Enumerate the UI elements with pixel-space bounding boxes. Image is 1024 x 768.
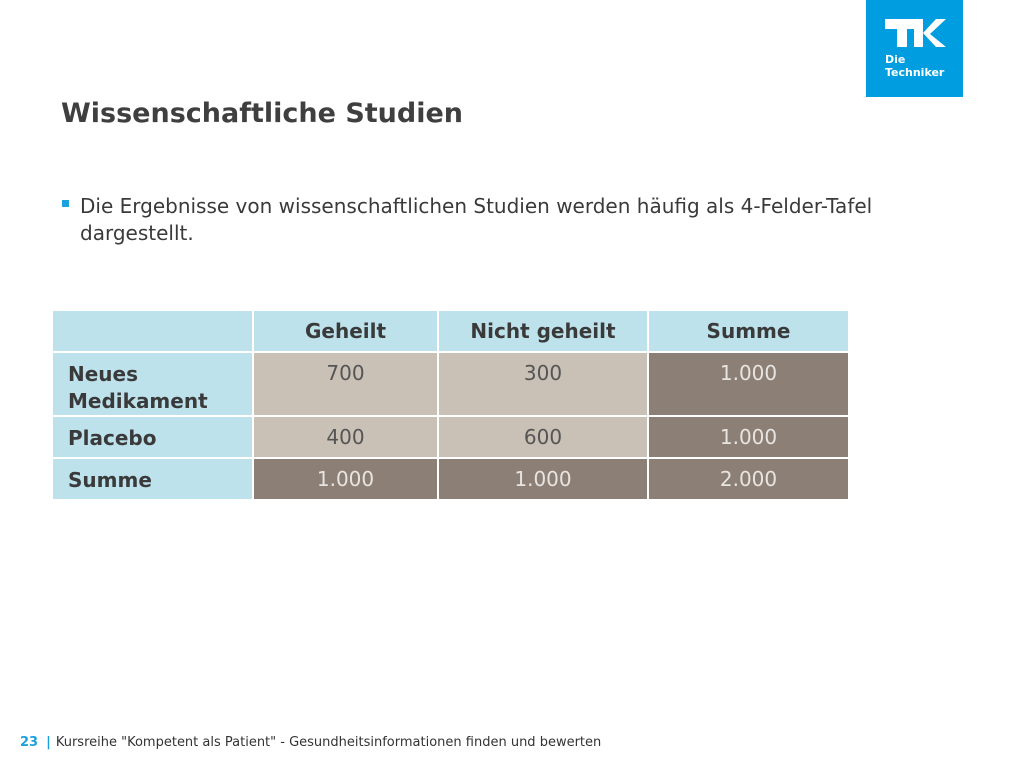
table-row (52, 458, 849, 500)
table-cell: 1.000 (648, 352, 849, 416)
footer-text: Kursreihe "Kompetent als Patient" - Gesundheitsinformationen finden und bewerten (55, 735, 602, 750)
table-header-summe: Summe (648, 310, 849, 352)
table-cell: 1.000 (438, 458, 648, 500)
four-field-table (51, 309, 850, 501)
page-number: 23 (20, 735, 39, 750)
square-bullet-icon (62, 200, 69, 207)
table-cell: 700 (253, 352, 438, 416)
table-header-geheilt: Geheilt (253, 310, 438, 352)
row-label-placebo: Placebo (52, 416, 253, 458)
table-header-nicht-geheilt: Nicht geheilt (438, 310, 648, 352)
row-label-neues-medikament: Neues Medikament (52, 352, 253, 416)
table-header-row (52, 310, 849, 352)
table-row (52, 352, 849, 416)
tk-logo-mark-icon (866, 0, 963, 97)
table-cell: 2.000 (648, 458, 849, 500)
table-header-empty (52, 310, 253, 352)
table-row (52, 416, 849, 458)
table-cell: 300 (438, 352, 648, 416)
bullet-text: Die Ergebnisse von wissenschaftlichen Studien werden häufig als 4-Felder-Tafel dargestellt. (80, 194, 873, 245)
bullet-item (62, 193, 952, 247)
logo-line-2: Techniker (885, 66, 945, 79)
tk-logo-text (885, 53, 944, 79)
footer (20, 735, 601, 750)
tk-logo (866, 0, 963, 97)
table-cell: 1.000 (648, 416, 849, 458)
page-title: Wissenschaftliche Studien (61, 98, 464, 129)
logo-line-1: Die (885, 53, 906, 66)
footer-separator: | (46, 735, 51, 750)
table-cell: 1.000 (253, 458, 438, 500)
row-label-summe: Summe (52, 458, 253, 500)
table-cell: 400 (253, 416, 438, 458)
table-cell: 600 (438, 416, 648, 458)
